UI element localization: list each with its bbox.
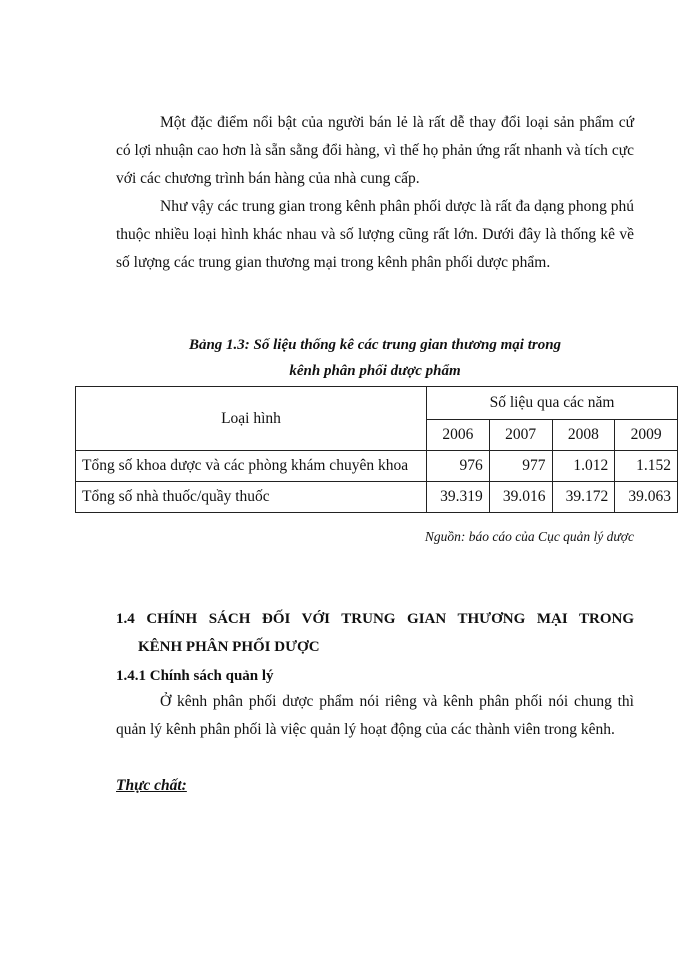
cell-value: 39.063 — [615, 482, 678, 513]
row-label: Tổng số nhà thuốc/quầy thuốc — [76, 482, 427, 513]
cell-value: 39.016 — [489, 482, 552, 513]
row-label: Tổng số khoa dược và các phòng khám chuyên khoa — [76, 451, 427, 482]
table-source: Nguồn: báo cáo của Cục quản lý dược — [424, 529, 634, 544]
section-heading-line2: KÊNH PHÂN PHỐI DƯỢC — [138, 639, 320, 655]
paragraph-intermediaries: Như vậy các trung gian trong kênh phân phối dược là rất đa dạng phong phú thuộc nhiều loại hình khác nhau và số lượng cũng rất lớn. Dưới đây là thống kê về số lượng các trung gian thương mại trong kênh phân phối dược phẩm. — [116, 198, 634, 271]
table-caption-line2: kênh phân phối dược phẩm — [289, 363, 461, 379]
cell-value: 1.012 — [552, 451, 615, 482]
section-heading-line1: 1.4 CHÍNH SÁCH ĐỐI VỚI TRUNG GIAN THƯƠNG MẠI TRONG — [116, 611, 634, 627]
header-year-2007: 2007 — [489, 420, 552, 451]
cell-value: 977 — [489, 451, 552, 482]
cell-value: 39.319 — [427, 482, 490, 513]
table-row — [76, 451, 678, 482]
header-type: Loại hình — [76, 387, 427, 451]
cell-value: 1.152 — [615, 451, 678, 482]
cell-value: 976 — [427, 451, 490, 482]
paragraph-retailers: Một đặc điểm nổi bật của người bán lẻ là rất dễ thay đổi loại sản phẩm cứ có lợi nhuận cao hơn là sẵn sằng đổi hàng, vì thế họ phản ứng rất nhanh và tích cực với các chương trình bán hàng của nhà cung cấp. — [116, 114, 634, 187]
table-row — [76, 482, 678, 513]
table-caption-line1: Bảng 1.3: Số liệu thống kê các trung gian thương mại trong — [188, 337, 562, 353]
header-year-2006: 2006 — [427, 420, 490, 451]
paragraph-management: Ở kênh phân phối dược phẩm nói riêng và kênh phân phối nói chung thì quản lý kênh phân phối là việc quản lý hoạt động của các thành viên trong kênh. — [116, 693, 634, 738]
cell-value: 39.172 — [552, 482, 615, 513]
header-years: Số liệu qua các năm — [427, 387, 678, 420]
emphasis-heading: Thực chất: — [116, 777, 187, 794]
statistics-table — [75, 386, 678, 513]
header-year-2008: 2008 — [552, 420, 615, 451]
subsection-heading: 1.4.1 Chính sách quản lý — [116, 668, 274, 684]
header-year-2009: 2009 — [615, 420, 678, 451]
